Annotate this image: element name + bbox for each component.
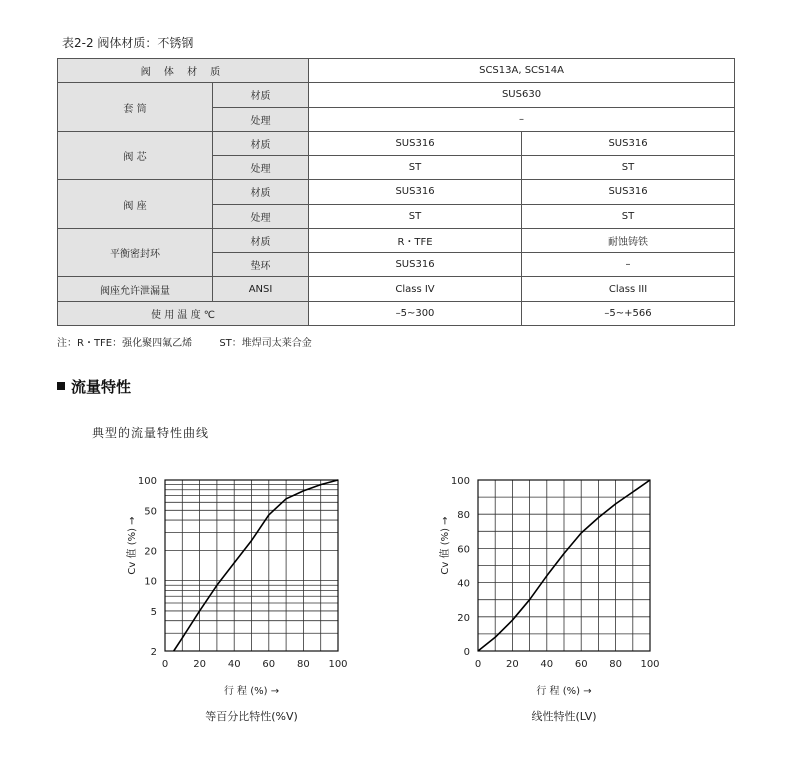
sleeve-treatment-label: 处理 xyxy=(213,107,309,131)
plug-treatment-b: ST xyxy=(522,156,735,180)
plug-material-b: SUS316 xyxy=(522,131,735,155)
seat-label: 阀 座 xyxy=(58,180,213,229)
note-rtfe: 注：R・TFE：强化聚四氟乙烯 xyxy=(57,338,193,349)
seat-treatment-a: ST xyxy=(309,204,522,228)
chart2-x-tick-label: 20 xyxy=(506,659,519,670)
chart2-title: 线性特性(LV) xyxy=(531,710,597,723)
plug-material-a: SUS316 xyxy=(309,131,522,155)
sleeve-material-label: 材质 xyxy=(213,83,309,107)
chart1-x-tick-label: 40 xyxy=(227,659,241,670)
chart2-x-tick-label: 40 xyxy=(540,659,554,670)
gasket-a: SUS316 xyxy=(309,253,522,277)
chart1-x-axis-label: 行 程 (%) → xyxy=(223,686,280,697)
leakage-standard: ANSI xyxy=(213,277,309,301)
chart2-y-tick-label: 0 xyxy=(463,647,470,658)
chart2-x-tick-label: 60 xyxy=(574,659,588,670)
chart1-title: 等百分比特性(%V) xyxy=(205,710,298,723)
chart2-y-tick-label: 100 xyxy=(450,476,470,487)
plug-treatment-label: 处理 xyxy=(213,156,309,180)
balance-ring-material-a: R・TFE xyxy=(309,228,522,252)
chart1-y-tick-label: 100 xyxy=(137,476,157,487)
chart1-y-tick-label: 5 xyxy=(150,606,157,618)
seat-treatment-label: 处理 xyxy=(213,204,309,228)
balance-ring-label: 平衡密封环 xyxy=(58,228,213,277)
temperature-label: 使 用 温 度 ℃ xyxy=(58,301,309,325)
leakage-label: 阀座允许泄漏量 xyxy=(58,277,213,301)
plug-treatment-a: ST xyxy=(309,156,522,180)
seat-material-label: 材质 xyxy=(213,180,309,204)
gasket-label: 垫环 xyxy=(213,253,309,277)
table-caption: 表2-2 阀体材质：不锈钢 xyxy=(62,36,194,50)
chart2-x-axis-label: 行 程 (%) → xyxy=(536,686,592,697)
seat-material-b: SUS316 xyxy=(522,180,735,204)
balance-ring-material-b: 耐蚀铸铁 xyxy=(522,228,735,252)
chart1-y-tick-label: 10 xyxy=(144,576,157,588)
chart1-x-tick-label: 100 xyxy=(328,659,348,670)
chart2-y-tick-label: 40 xyxy=(457,578,470,590)
leakage-b: Class III xyxy=(522,277,735,301)
chart2-x-tick-label: 100 xyxy=(640,659,660,670)
sleeve-treatment: – xyxy=(309,107,735,131)
chart2-y-tick-label: 60 xyxy=(457,544,470,556)
note-st: ST：堆焊司太莱合金 xyxy=(219,338,312,349)
chart1-x-tick-label: 80 xyxy=(297,659,310,670)
section-subtitle: 典型的流量特性曲线 xyxy=(92,426,210,440)
chart2-y-tick-label: 20 xyxy=(457,612,470,624)
seat-treatment-b: ST xyxy=(522,204,735,228)
leakage-a: Class IV xyxy=(309,277,522,301)
chart1-x-tick-label: 0 xyxy=(161,659,169,670)
body-material-value: SCS13A, SCS14A xyxy=(309,59,735,83)
balance-ring-material-label: 材质 xyxy=(213,228,309,252)
plug-label: 阀 芯 xyxy=(58,131,213,180)
plug-material-label: 材质 xyxy=(213,131,309,155)
seat-material-a: SUS316 xyxy=(309,180,522,204)
chart1-y-tick-label: 50 xyxy=(144,506,157,518)
chart1-y-tick-label: 2 xyxy=(150,647,157,658)
gasket-b: – xyxy=(522,253,735,277)
chart1-y-axis-label: Cv 值 (%) → xyxy=(127,516,138,575)
chart1-x-tick-label: 60 xyxy=(262,659,276,670)
chart1-series-line xyxy=(174,480,338,651)
chart2-y-axis-label: Cv 值 (%) → xyxy=(440,516,451,575)
chart2-y-tick-label: 80 xyxy=(457,510,470,522)
body-material-label: 阀 体 材 质 xyxy=(58,59,309,83)
chart2-x-tick-label: 0 xyxy=(474,659,482,670)
temperature-a: –5~300 xyxy=(309,301,522,325)
sleeve-material: SUS630 xyxy=(309,83,735,107)
chart1-y-tick-label: 20 xyxy=(144,546,157,558)
chart2-x-tick-label: 80 xyxy=(609,659,622,670)
chart1-x-tick-label: 20 xyxy=(193,659,206,670)
temperature-b: –5~+566 xyxy=(522,301,735,325)
sleeve-label: 套 筒 xyxy=(58,83,213,132)
section-title: 流量特性 xyxy=(71,378,132,396)
